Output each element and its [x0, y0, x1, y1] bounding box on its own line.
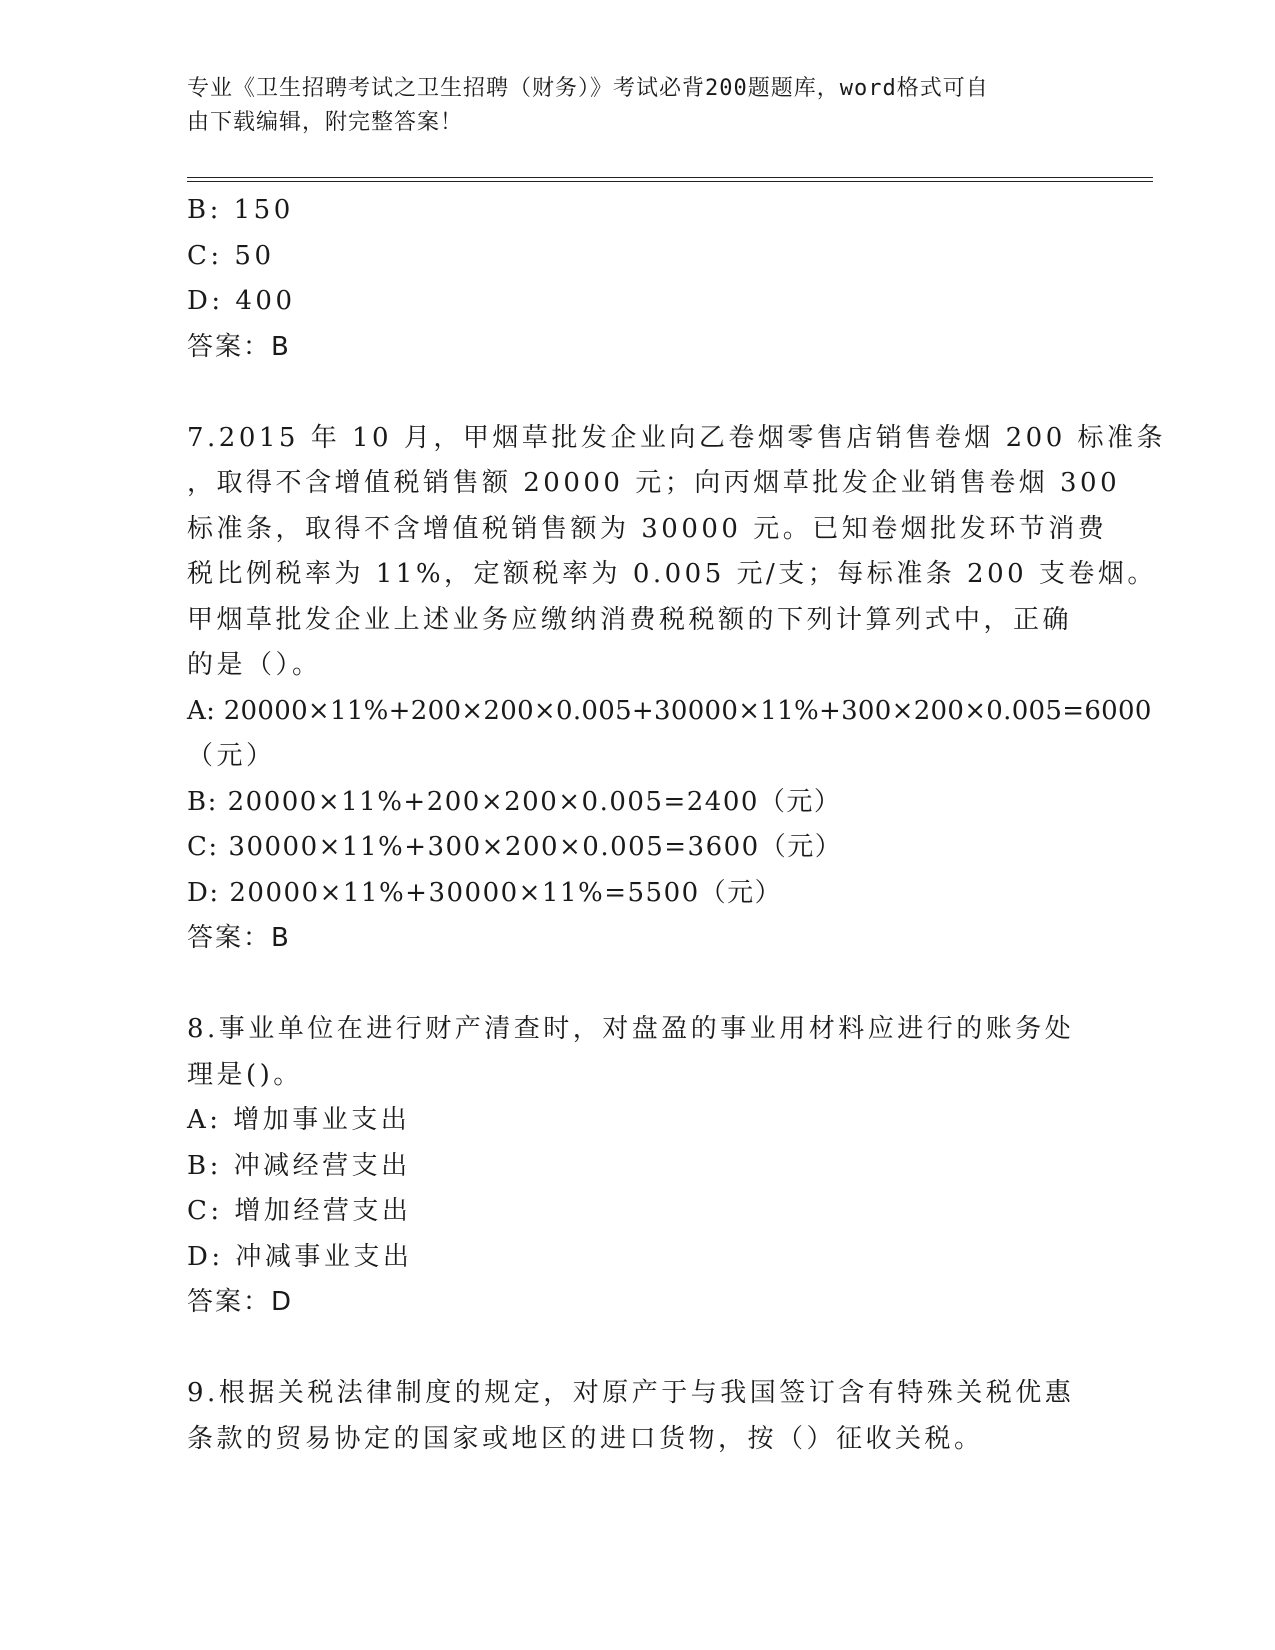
question-stem-line: 税比例税率为 11%，定额税率为 0.005 元/支；每标准条 200 支卷烟。	[187, 559, 1157, 589]
question-7	[187, 416, 1167, 962]
document-header	[187, 72, 1067, 140]
answer-line: 答案：B	[187, 923, 291, 953]
question-stem-line: 甲烟草批发企业上述业务应缴纳消费税税额的下列计算列式中，正确	[187, 604, 1073, 635]
document-body	[187, 188, 1167, 1462]
option-a-continued: （元）	[187, 741, 276, 771]
option-d: D: 400	[187, 286, 296, 316]
option-b: B: 20000×11%+200×200×0.005=2400（元）	[187, 786, 842, 817]
option-c: C: 增加经营支出	[187, 1196, 412, 1226]
option-c: C: 50	[187, 240, 275, 271]
header-divider-bottom	[187, 181, 1153, 182]
option-b: B: 150	[187, 195, 294, 225]
question-stem-line: 7.2015 年 10 月，甲烟草批发企业向乙卷烟零售店销售卷烟 200 标准条	[187, 422, 1167, 453]
header-divider-top	[187, 177, 1153, 178]
question-stem-line: 9.根据关税法律制度的规定，对原产于与我国签订含有特殊关税优惠	[187, 1378, 1075, 1408]
question-stem-line: 的是（）。	[187, 650, 322, 680]
header-line-2: 由下载编辑，附完整答案！	[187, 110, 464, 135]
question-6-tail	[187, 188, 1087, 370]
question-9	[187, 1371, 1087, 1462]
answer-line: 答案：D	[187, 1287, 294, 1317]
spacer	[187, 962, 1087, 1008]
option-a: A: 增加事业支出	[187, 1105, 411, 1135]
option-d: D: 20000×11%+30000×11%=5500（元）	[187, 877, 783, 908]
option-a: A: 20000×11%+200×200×0.005+30000×11%+300×200×0.005=6000	[187, 695, 1152, 726]
spacer	[187, 1326, 1087, 1372]
option-c: C: 30000×11%+300×200×0.005=3600（元）	[187, 832, 843, 862]
question-stem-line: 理是()。	[187, 1059, 303, 1090]
spacer	[187, 370, 1087, 416]
question-stem-line: 条款的贸易协定的国家或地区的进口货物，按（）征收关税。	[187, 1423, 984, 1454]
option-b: B: 冲减经营支出	[187, 1150, 411, 1181]
question-8	[187, 1007, 1087, 1326]
question-stem-line: ，取得不含增值税销售额 20000 元；向丙烟草批发企业销售卷烟 300	[187, 468, 1121, 498]
answer-line: 答案：B	[187, 331, 291, 362]
question-stem-line: 8.事业单位在进行财产清查时，对盘盈的事业用材料应进行的账务处	[187, 1014, 1075, 1044]
question-stem-line: 标准条，取得不含增值税销售额为 30000 元。已知卷烟批发环节消费	[187, 513, 1108, 544]
header-line-1: 专业《卫生招聘考试之卫生招聘（财务）》考试必背200题题库，word格式可自	[187, 76, 989, 101]
option-d: D: 冲减事业支出	[187, 1241, 413, 1272]
